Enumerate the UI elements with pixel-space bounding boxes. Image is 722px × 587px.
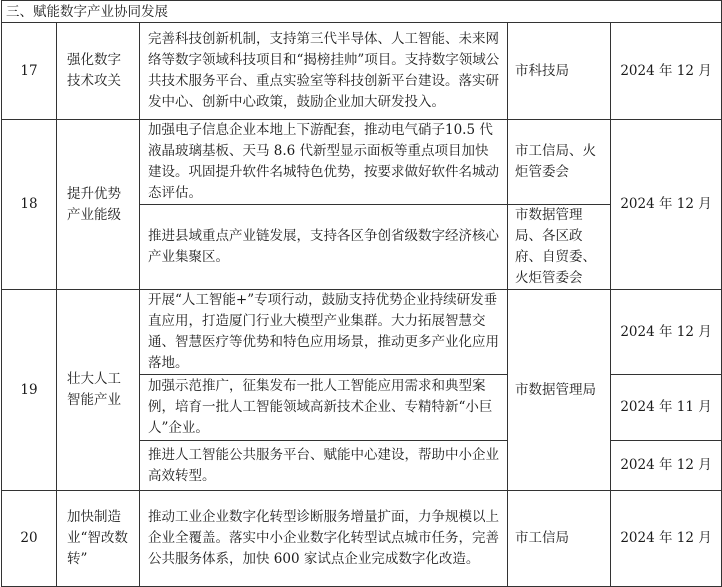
deadline: 2024 年 12 月: [611, 23, 722, 120]
table-row: [2, 23, 722, 120]
row-number: 19: [2, 290, 57, 491]
task-name: 提升优势产业能级: [57, 120, 140, 290]
table-row: [2, 120, 722, 205]
task-content: 完善科技创新机制，支持第三代半导体、人工智能、未来网络等数字领域科技项目和“揭榜挂帅”项目。支持数字领域公共技术服务平台、重点实验室等科技创新平台建设。落实研发中心、创新中心政策，鼓励企业加大研发投入。: [140, 23, 508, 120]
task-content: 加强电子信息企业本地上下游配套，推动电气硝子10.5 代液晶玻璃基板、天马 8.6 代新型显示面板等重点项目加快建设。巩固提升软件名城特色优势，按要求做好软件名城动态评估。: [140, 120, 508, 205]
deadline: 2024 年 12 月: [611, 120, 722, 290]
row-number: 18: [2, 120, 57, 290]
table-row: [2, 491, 722, 587]
task-content: 推进县域重点产业链发展，支持各区争创省级数字经济核心产业集聚区。: [140, 205, 508, 290]
deadline: 2024 年 12 月: [611, 290, 722, 375]
responsible-dept: 市工信局、火炬管委会: [508, 120, 611, 205]
deadline: 2024 年 12 月: [611, 491, 722, 587]
responsible-dept: 市科技局: [508, 23, 611, 120]
task-content: 开展“人工智能+”专项行动，鼓励支持优势企业持续研发垂直应用，打造厦门行业大模型产业集群。大力拓展智慧交通、智慧医疗等优势和特色应用场景，推动更多产业化应用落地。: [140, 290, 508, 375]
responsible-dept: 市数据管理局、各区政府、自贸委、火炬管委会: [508, 205, 611, 290]
task-name: 强化数字技术攻关: [57, 23, 140, 120]
task-content: 推动工业企业数字化转型诊断服务增量扩面，力争规模以上企业全覆盖。落实中小企业数字化转型试点城市任务，完善公共服务体系，加快 600 家试点企业完成数字化改造。: [140, 491, 508, 587]
deadline: 2024 年 12 月: [611, 441, 722, 491]
section-header-row: [2, 1, 722, 23]
table-row: [2, 290, 722, 375]
row-number: 17: [2, 23, 57, 120]
task-name: 壮大人工智能产业: [57, 290, 140, 491]
responsible-dept: 市数据管理局: [508, 290, 611, 491]
responsible-dept: 市工信局: [508, 491, 611, 587]
row-number: 20: [2, 491, 57, 587]
task-table: [1, 0, 722, 587]
section-title: 三、赋能数字产业协同发展: [2, 1, 722, 23]
task-content: 加强示范推广，征集发布一批人工智能应用需求和典型案例，培育一批人工智能领域高新技术企业、专精特新“小巨人”企业。: [140, 375, 508, 441]
deadline: 2024 年 11 月: [611, 375, 722, 441]
task-content: 推进人工智能公共服务平台、赋能中心建设，帮助中小企业高效转型。: [140, 441, 508, 491]
task-name: 加快制造业“智改数转”: [57, 491, 140, 587]
